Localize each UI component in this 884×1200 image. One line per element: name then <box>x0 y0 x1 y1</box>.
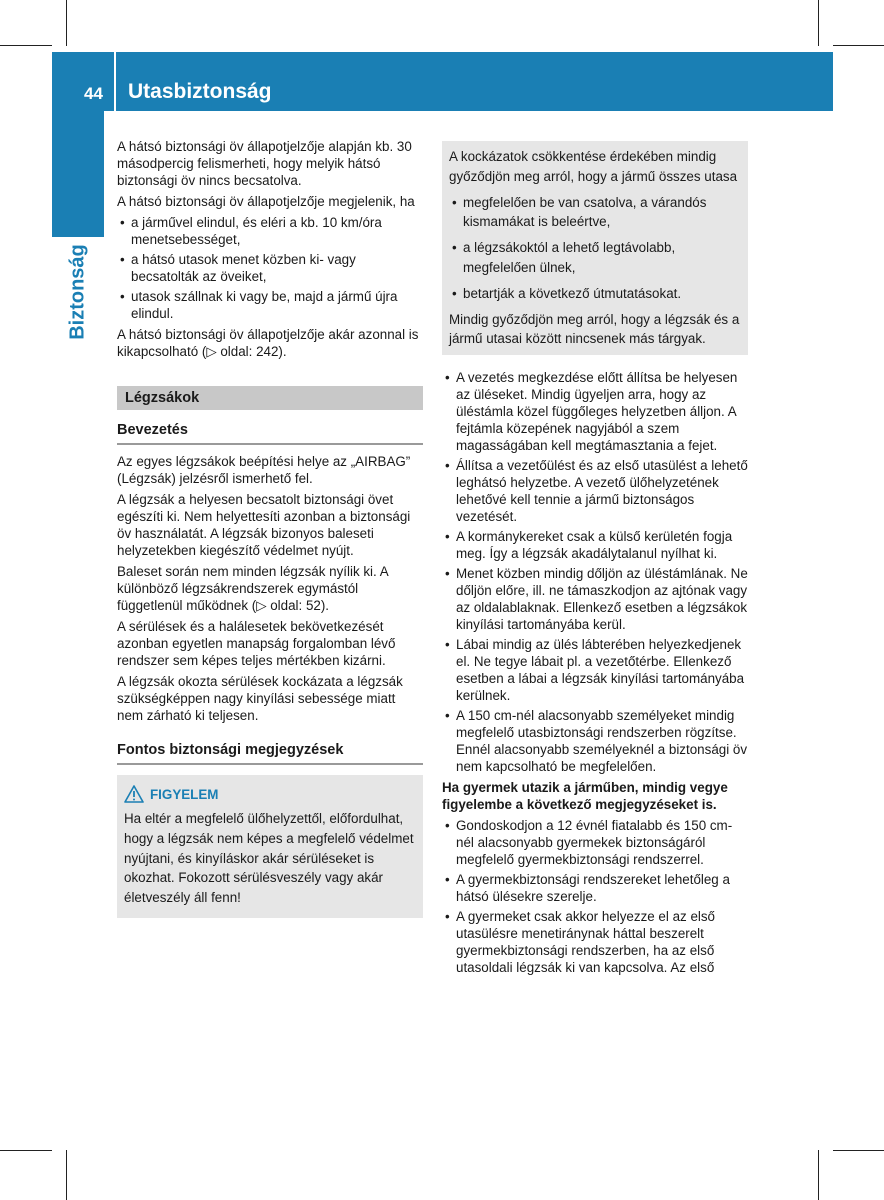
header-divider <box>114 52 116 111</box>
crop-mark <box>833 1150 884 1151</box>
list-item: • Lábai mindig az ülés lábterében helyezkedjenek el. Ne tegye lábait pl. a vezetőtérbe. Ellenkező esetben a lábai a légzsák kinyílási tartományába kerülnek. <box>442 636 748 704</box>
bullet-list <box>442 369 748 775</box>
section-heading: Légzsákok <box>117 386 423 410</box>
list-item: • Gondoskodjon a 12 évnél fiatalabb és 150 cm-nél alacsonyabb gyermekek biztonságáról megfelelő gyermekbiztonsági rendszerrel. <box>442 817 748 868</box>
right-column <box>442 141 748 980</box>
bullet-list <box>117 214 423 322</box>
subheading: Bevezetés <box>117 422 423 445</box>
paragraph: Baleset során nem minden légzsák nyílik ki. A különböző légzsákrendszerek egymástól függetlenül működnek (▷ oldal: 52). <box>117 564 388 613</box>
warning-triangle-icon <box>124 785 144 803</box>
crop-mark <box>833 45 884 46</box>
side-section-text: Biztonság <box>66 244 89 340</box>
subheading: Fontos biztonsági megjegyzések <box>117 742 423 765</box>
list-item: • A gyermekbiztonsági rendszereket lehetőleg a hátsó ülésekre szerelje. <box>442 871 748 905</box>
paragraph: A hátsó biztonsági öv állapotjelzője megjelenik, ha <box>117 194 415 209</box>
list-item: • Állítsa a vezetőülést és az első utasülést a lehető leghátsó helyzetbe. A vezető ülőhelyzetének lehetővé kell tennie a jármű biztonságos vezetését. <box>442 457 748 525</box>
crop-mark <box>818 0 819 46</box>
list-item: • A gyermeket csak akkor helyezze el az első utasülésre menetiránynak háttal beszerelt gyermekbiztonsági rendszerben, ha az első utasoldali légzsák ki van kapcsolva. Az első <box>442 908 748 976</box>
paragraph: A hátsó biztonsági öv állapotjelzője alapján kb. 30 másodpercig felismerheti, hogy melyik hátsó biztonsági öv nincs becsatolva. <box>117 139 412 188</box>
crop-mark <box>0 45 52 46</box>
paragraph: A légzsák a helyesen becsatolt biztonsági övet egészíti ki. Nem helyettesíti azonban a biztonsági öv használatát. A légzsák bizonyos baleseti helyzetekben kiegészítő védelmet nyújt. <box>117 492 411 558</box>
bullet-list <box>442 817 748 976</box>
paragraph: A kockázatok csökkentése érdekében mindig győződjön meg arról, hogy a jármű összes utasa <box>449 149 738 184</box>
list-item: • betartják a következő útmutatásokat. <box>449 284 741 304</box>
paragraph: A sérülések és a halálesetek bekövetkezését azonban egyetlen manapság forgalomban lévő rendszer sem képes teljes mértékben kizárni. <box>117 619 396 668</box>
paragraph: A légzsák okozta sérülések kockázata a légzsák szükségképpen nagy kinyílási sebessége miatt nem zárható ki teljesen. <box>117 674 403 723</box>
crop-mark <box>0 1150 52 1151</box>
page-title: Utasbiztonság <box>128 80 272 103</box>
paragraph: Mindig győződjön meg arról, hogy a légzsák és a jármű utasai között nincsenek más tárgyak. <box>449 311 740 347</box>
bold-note: Ha gyermek utazik a járműben, mindig vegye figyelembe a következő megjegyzéseket is. <box>442 780 728 813</box>
warning-header <box>124 785 415 803</box>
list-item: • Menet közben mindig dőljön az üléstámlának. Ne dőljön előre, ill. ne támaszkodjon az ajtónak vagy az oldalablaknak. Ellenkező esetben a légzsákok kinyílási tartományába kerül. <box>442 565 748 633</box>
bullet-list <box>449 193 741 304</box>
crop-mark <box>66 1150 67 1200</box>
warning-box <box>117 775 423 918</box>
list-item: • A 150 cm-nél alacsonyabb személyeket mindig megfelelő utasbiztonsági rendszerben rögzítse. Ennél alacsonyabb személyeknél a biztonsági öv nem kapcsolható be megfelelően. <box>442 707 748 775</box>
warning-title: FIGYELEM <box>150 786 219 802</box>
list-item: • a járművel elindul, és eléri a kb. 10 km/óra menetsebességet, <box>117 214 423 248</box>
list-item: • megfelelően be van csatolva, a várandós kismamákat is beleértve, <box>449 193 741 233</box>
info-box <box>442 141 748 355</box>
left-column <box>117 138 423 918</box>
list-item: • a légzsákoktól a lehető legtávolabb, megfelelően ülnek, <box>449 238 741 278</box>
list-item: • A kormánykereket csak a külső kerületén fogja meg. Így a légzsák akadálytalanul nyílhat ki. <box>442 528 748 562</box>
page-number: 44 <box>84 84 103 103</box>
list-item: • A vezetés megkezdése előtt állítsa be helyesen az üléseket. Mindig ügyeljen arra, hogy az üléstámla közel függőleges helyzetben álljon. A fejtámla közepének nagyjából a szem magasságában kell megtámasztania a fejet. <box>442 369 748 454</box>
list-item: • a hátsó utasok menet közben ki- vagy becsatolták az öveiket, <box>117 251 423 285</box>
crop-mark <box>818 1150 819 1200</box>
warning-text: Ha eltér a megfelelő ülőhelyzettől, előfordulhat, hogy a légzsák nem képes a megfelelő védelmet nyújtani, és kinyíláskor akár sérüléseket is okozhat. Fokozott sérülésveszély vagy akár életveszély áll fenn! <box>124 811 414 906</box>
side-tab-block <box>52 111 104 237</box>
paragraph: A hátsó biztonsági öv állapotjelzője akár azonnal is kikapcsolható (▷ oldal: 242). <box>117 327 419 359</box>
crop-mark <box>66 0 67 46</box>
list-item: • utasok szállnak ki vagy be, majd a jármű újra elindul. <box>117 288 423 322</box>
paragraph: Az egyes légzsákok beépítési helye az „AIRBAG” (Légzsák) jelzésről ismerhető fel. <box>117 454 411 486</box>
side-section-label <box>52 240 104 344</box>
